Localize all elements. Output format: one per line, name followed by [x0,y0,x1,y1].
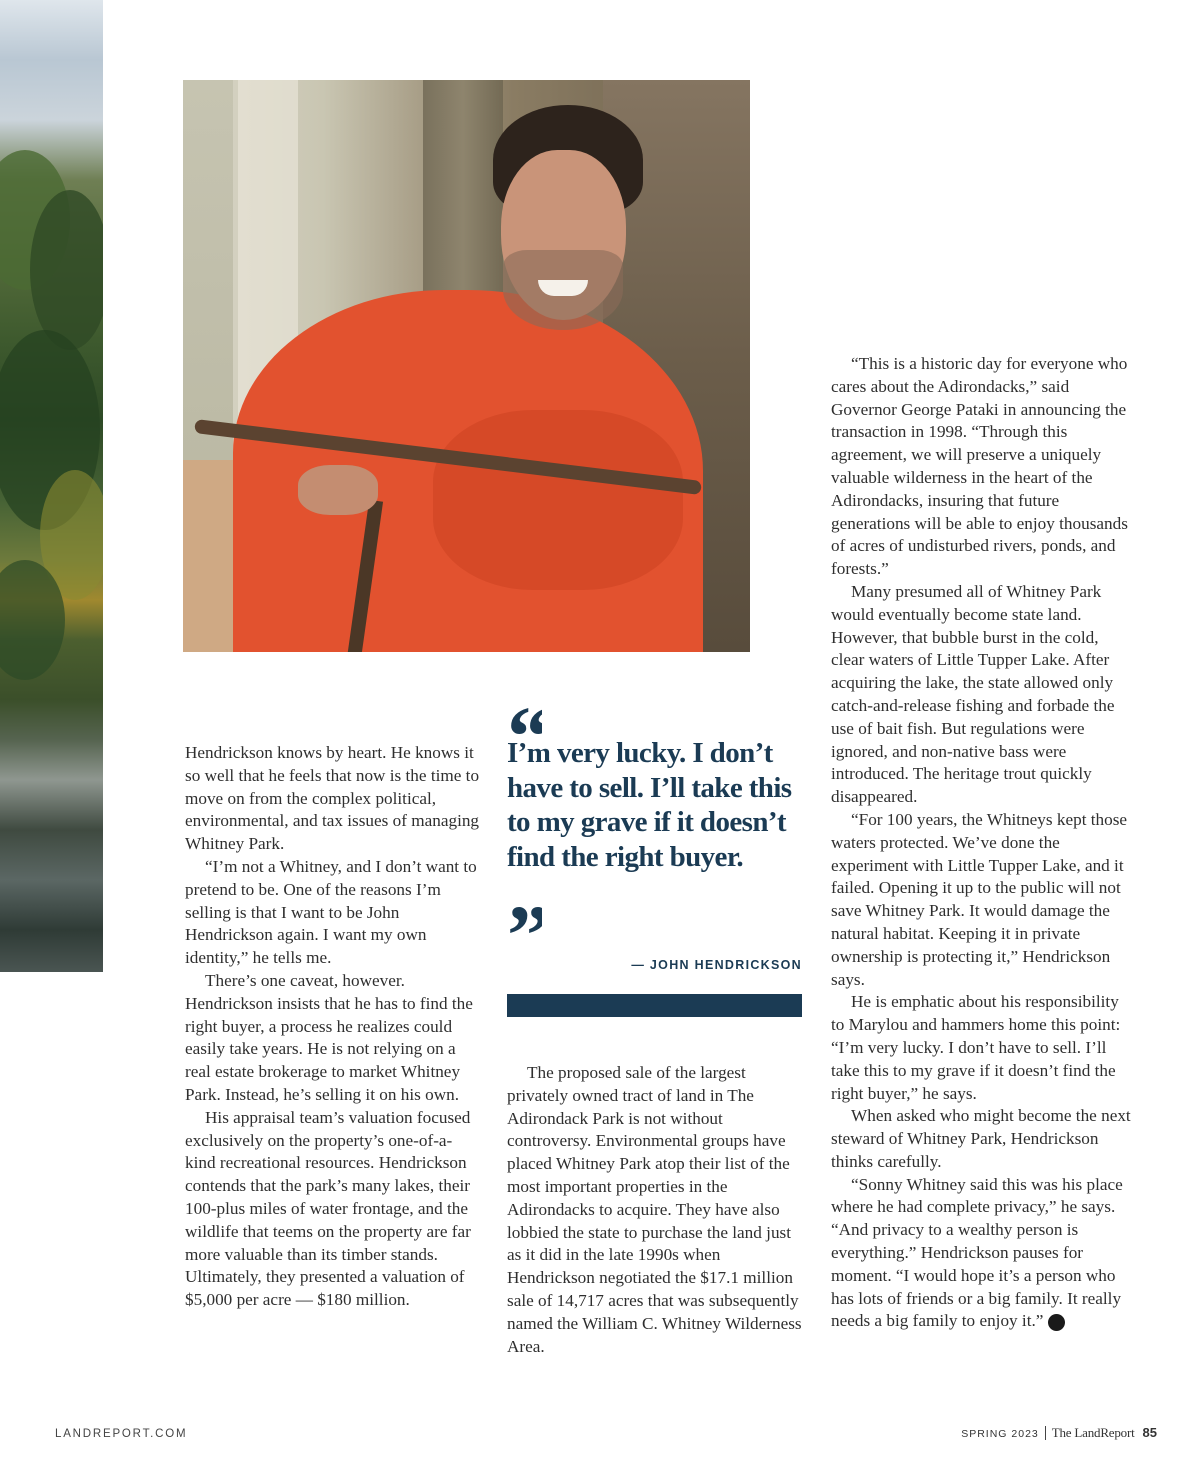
pull-quote-bar [507,994,802,1017]
paragraph: His appraisal team’s valuation focused exclusively on the property’s one-of-a-kind recreational resources. Hendrickson contends that the park’s many lakes, their 100-plus miles of water frontage, and the wildlife that teems on the property are far more valuable than its timber stands. Ultimately, they presented a valuation of $5,000 per acre — $180 million. [185,1107,471,1310]
paragraph: He is emphatic about his responsibility to Marylou and hammers home this point: “I’m very lucky. I don’t have to sell. I’ll take this to my grave if it doesn’t find the right buyer,” he says. [831,992,1121,1103]
footer-folio [961,1425,1157,1441]
paragraph: When asked who might become the next steward of Whitney Park, Hendrickson thinks carefully. [831,1106,1131,1171]
article-column-1 [185,742,481,1312]
footer-site: LANDREPORT.COM [55,1428,188,1440]
lr-end-mark-icon: LR [1048,1314,1065,1331]
footer-season: SPRING 2023 [961,1428,1039,1440]
close-quote-mark [507,905,542,945]
paragraph: Hendrickson knows by heart. He knows it so well that he feels that now is the time to move on from the complex political, environmental, and tax issues of managing Whitney Park. [185,743,480,854]
open-quote-mark [507,706,542,736]
paragraph: “I’m not a Whitney, and I don’t want to pretend to be. One of the reasons I’m selling is that I want to be John Hendrickson again. I want my own identity,” he tells me. [185,856,477,968]
article-column-2 [507,1062,807,1358]
page-number: 85 [1142,1425,1157,1440]
paragraph: There’s one caveat, however. Hendrickson insists that he has to find the right buyer, a process he realizes could easily take years. He is not relying on a real estate brokerage to market Whitney Park. Instead, he’s selling it on his own. [185,970,473,1104]
paragraph: Many presumed all of Whitney Park would eventually become state land. However, that bubble burst in the cold, clear waters of Little Tupper Lake. After acquiring the lake, the state allowed only catch-and-release fishing and forbade the use of bait fish. But regulations were ignored, and non-native bass were introduced. The heritage trout quickly disappeared. [831,581,1115,807]
portrait-photo [183,80,750,652]
landscape-photo-strip [0,0,103,972]
paragraph-text: “Sonny Whitney said this was his place where he had complete privacy,” he says. “And privacy to a wealthy person is everything.” Hendrickson pauses for moment. “I would hope it’s a person who has lots of friends or a big family. It really needs a big family to enjoy it.” [831,1174,1123,1331]
pull-quote-text: I’m very lucky. I don’t have to sell. I’ll take this to my grave if it doesn’t find the right buyer. [507,737,792,873]
article-column-3 [831,353,1133,1333]
paragraph: “This is a historic day for everyone who cares about the Adirondacks,” said Governor George Pataki in announcing the transaction in 1998. “Through this agreement, we will preserve a uniquely valuable wilderness in the heart of the Adirondacks, insuring that future generations will be able to enjoy thousands of acres of undisturbed rivers, ponds, and forests.” [831,354,1128,579]
paragraph-final [831,1174,1133,1334]
footer-divider [1045,1426,1046,1440]
pull-quote-attribution: — JOHN HENDRICKSON [631,958,802,972]
paragraph: “For 100 years, the Whitneys kept those waters protected. We’ve done the experiment with Little Tupper Lake, and it failed. Opening it up to the public will not save Whitney Park. It would damage the natural habitat. Keeping it in private ownership is protecting it,” Hendrickson says. [831,809,1128,989]
paragraph: The proposed sale of the largest privately owned tract of land in The Adirondack Park is not without controversy. Environmental groups have placed Whitney Park atop their list of the most important properties in the Adirondacks to acquire. They have also lobbied the state to purchase the land just as it did in the late 1990s when Hendrickson negotiated the $17.1 million sale of 14,717 acres that was subsequently named the William C. Whitney Wilderness Area. [507,1063,802,1356]
footer-magazine-name: The LandReport [1051,1425,1135,1440]
